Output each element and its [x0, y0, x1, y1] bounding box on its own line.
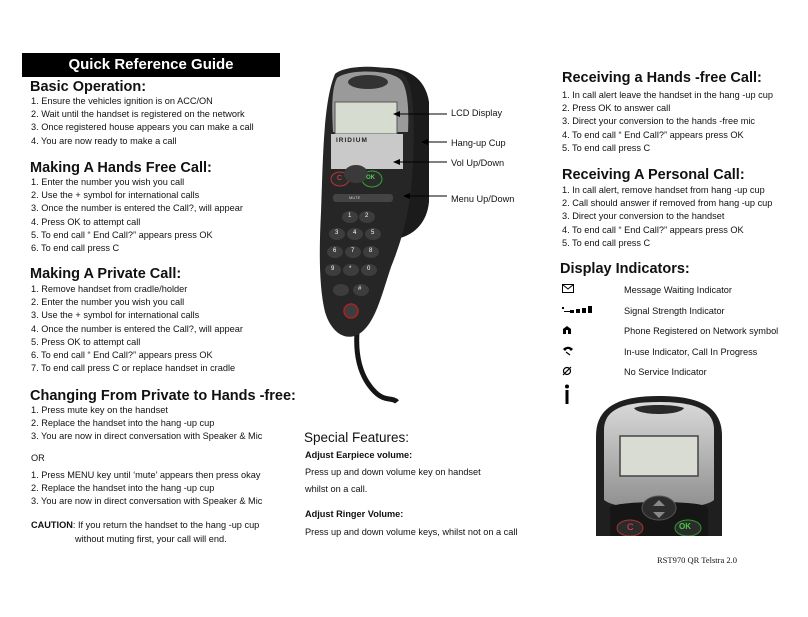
key-4: 4: [353, 230, 357, 236]
receiving-hands-free-heading: Receiving a Hands -free Call:: [562, 70, 762, 86]
label-menu-up-down: Menu Up/Down: [451, 194, 515, 204]
changing-mode-alt-steps: [31, 470, 262, 510]
adjust-earpiece-text-2: whilst on a call.: [305, 484, 368, 494]
step: 1. Enter the number you wish you call: [31, 177, 185, 187]
adjust-ringer-heading: Adjust Ringer Volume:: [305, 509, 404, 519]
step: 1. Ensure the vehicles ignition is on ACC/ON: [31, 96, 213, 106]
key-hash: #: [358, 286, 362, 292]
key-5: 5: [371, 230, 375, 236]
key-3: 3: [335, 230, 339, 236]
step: 2. Replace the handset into the hang -up cup: [31, 418, 215, 429]
label-hang-up-cup: Hang-up Cup: [451, 138, 506, 148]
private-call-steps: [31, 284, 243, 376]
step: 5. To end call “ End Call?” appears press OK: [31, 229, 213, 240]
hands-free-call-heading: Making A Hands Free Call:: [30, 160, 212, 176]
handset-closeup-illustration: [590, 396, 728, 536]
step: 3. Direct your conversion to the handset: [562, 211, 725, 222]
step: 2. Enter the number you wish you call: [31, 297, 185, 308]
step: 6. To end call “ End Call?” appears press OK: [31, 349, 213, 360]
key-0: 0: [367, 266, 371, 272]
step: 4. Once the number is entered the Call?, will appear: [31, 323, 243, 334]
adjust-earpiece-heading: Adjust Earpiece volume:: [305, 450, 413, 460]
no-service-icon: [562, 366, 572, 376]
key-7: 7: [351, 248, 355, 254]
step: 3. Direct your conversion to the hands -free mic: [562, 116, 756, 127]
key-6: 6: [333, 248, 337, 254]
handset-ok-key-label: OK: [366, 175, 375, 181]
caution-text: : If you return the handset to the hang -up cup: [72, 520, 260, 530]
adjust-ringer-text: Press up and down volume keys, whilst not on a call: [305, 527, 518, 537]
step: 6. To end call press C: [31, 242, 120, 253]
key-2: 2: [365, 213, 369, 219]
step: 3. You are now in direct conversation with Speaker & Mic: [31, 431, 263, 442]
special-features-heading: Special Features:: [304, 430, 410, 445]
changing-mode-heading: Changing From Private to Hands -free:: [30, 388, 296, 404]
handset-mute-key-label: MUTE: [349, 195, 361, 200]
step: 2. Call should answer if removed from hang -up cup: [562, 198, 773, 209]
step: 4. Press OK to attempt call: [31, 216, 141, 227]
info-icon: [564, 384, 570, 404]
step: 3. You are now in direct conversation with Speaker & Mic: [31, 496, 263, 507]
label-lcd-display: LCD Display: [451, 108, 503, 118]
signal-strength-icon: [562, 305, 594, 314]
handset-icon: [562, 346, 574, 356]
step: 3. Once the number is entered the Call?, will appear: [31, 203, 243, 214]
step: 4. You are now ready to make a call: [31, 135, 177, 146]
step: 1. In call alert, remove handset from hang -up cup: [562, 185, 765, 195]
basic-operation-heading: Basic Operation:: [30, 79, 147, 95]
handset-c-key-label: C: [337, 175, 343, 182]
hands-free-call-steps: [31, 177, 243, 256]
house-icon: [562, 325, 572, 335]
or-separator: OR: [31, 453, 45, 463]
indicator-label: No Service Indicator: [624, 367, 707, 377]
receiving-personal-steps: [562, 185, 772, 251]
label-vol-up-down: Vol Up/Down: [451, 158, 505, 168]
step: 7. To end call press C or replace handset in cradle: [31, 363, 236, 374]
step: 2. Press OK to answer call: [562, 103, 671, 114]
indicator-label: Phone Registered on Network symbol: [624, 326, 779, 336]
changing-mode-steps: [31, 405, 262, 445]
step: 1. Press mute key on the handset: [31, 405, 168, 415]
step: 4. To end call “ End Call?” appears press OK: [562, 129, 744, 140]
caution-note: [31, 520, 259, 531]
caution-label: CAUTION: [31, 520, 73, 530]
step: 5. To end call press C: [562, 142, 651, 153]
indicator-label: Signal Strength Indicator: [624, 306, 725, 316]
receiving-hands-free-steps: [562, 90, 773, 156]
document-code: RST970 QR Telstra 2.0: [657, 555, 737, 565]
key-8: 8: [369, 248, 373, 254]
key-star: *: [349, 266, 352, 272]
key-9: 9: [331, 266, 335, 272]
closeup-ok-key-label: OK: [679, 522, 691, 531]
envelope-icon: [562, 284, 574, 293]
step: 4. To end call “ End Call?” appears press OK: [562, 224, 744, 235]
step: 3. Use the + symbol for international calls: [31, 310, 200, 321]
step: 2. Replace the handset into the hang -up cup: [31, 483, 215, 494]
indicator-label: Message Waiting Indicator: [624, 285, 732, 295]
closeup-c-key-label: C: [627, 522, 634, 532]
step: 1. Press MENU key until ‘mute’ appears then press okay: [31, 470, 261, 480]
adjust-earpiece-text: Press up and down volume key on handset: [305, 467, 481, 477]
key-1: 1: [348, 213, 352, 219]
step: 1. Remove handset from cradle/holder: [31, 284, 188, 294]
step: 5. Press OK to attempt call: [31, 336, 141, 347]
step: 2. Wait until the handset is registered on the network: [31, 109, 245, 120]
handset-brand-text: IRIDIUM: [336, 137, 368, 144]
basic-operation-steps: [31, 96, 254, 149]
indicator-label: In-use Indicator, Call In Progress: [624, 347, 758, 357]
page-banner: Quick Reference Guide: [22, 53, 280, 77]
handset-illustration: [305, 62, 447, 407]
private-call-heading: Making A Private Call:: [30, 266, 182, 282]
display-indicators-heading: Display Indicators:: [560, 261, 690, 277]
step: 2. Use the + symbol for international calls: [31, 190, 200, 201]
step: 5. To end call press C: [562, 237, 651, 248]
step: 1. In call alert leave the handset in the hang -up cup: [562, 90, 773, 100]
receiving-personal-heading: Receiving A Personal Call:: [562, 167, 745, 183]
step: 3. Once registered house appears you can make a call: [31, 122, 254, 133]
caution-text-2: without muting first, your call will end.: [75, 534, 227, 544]
